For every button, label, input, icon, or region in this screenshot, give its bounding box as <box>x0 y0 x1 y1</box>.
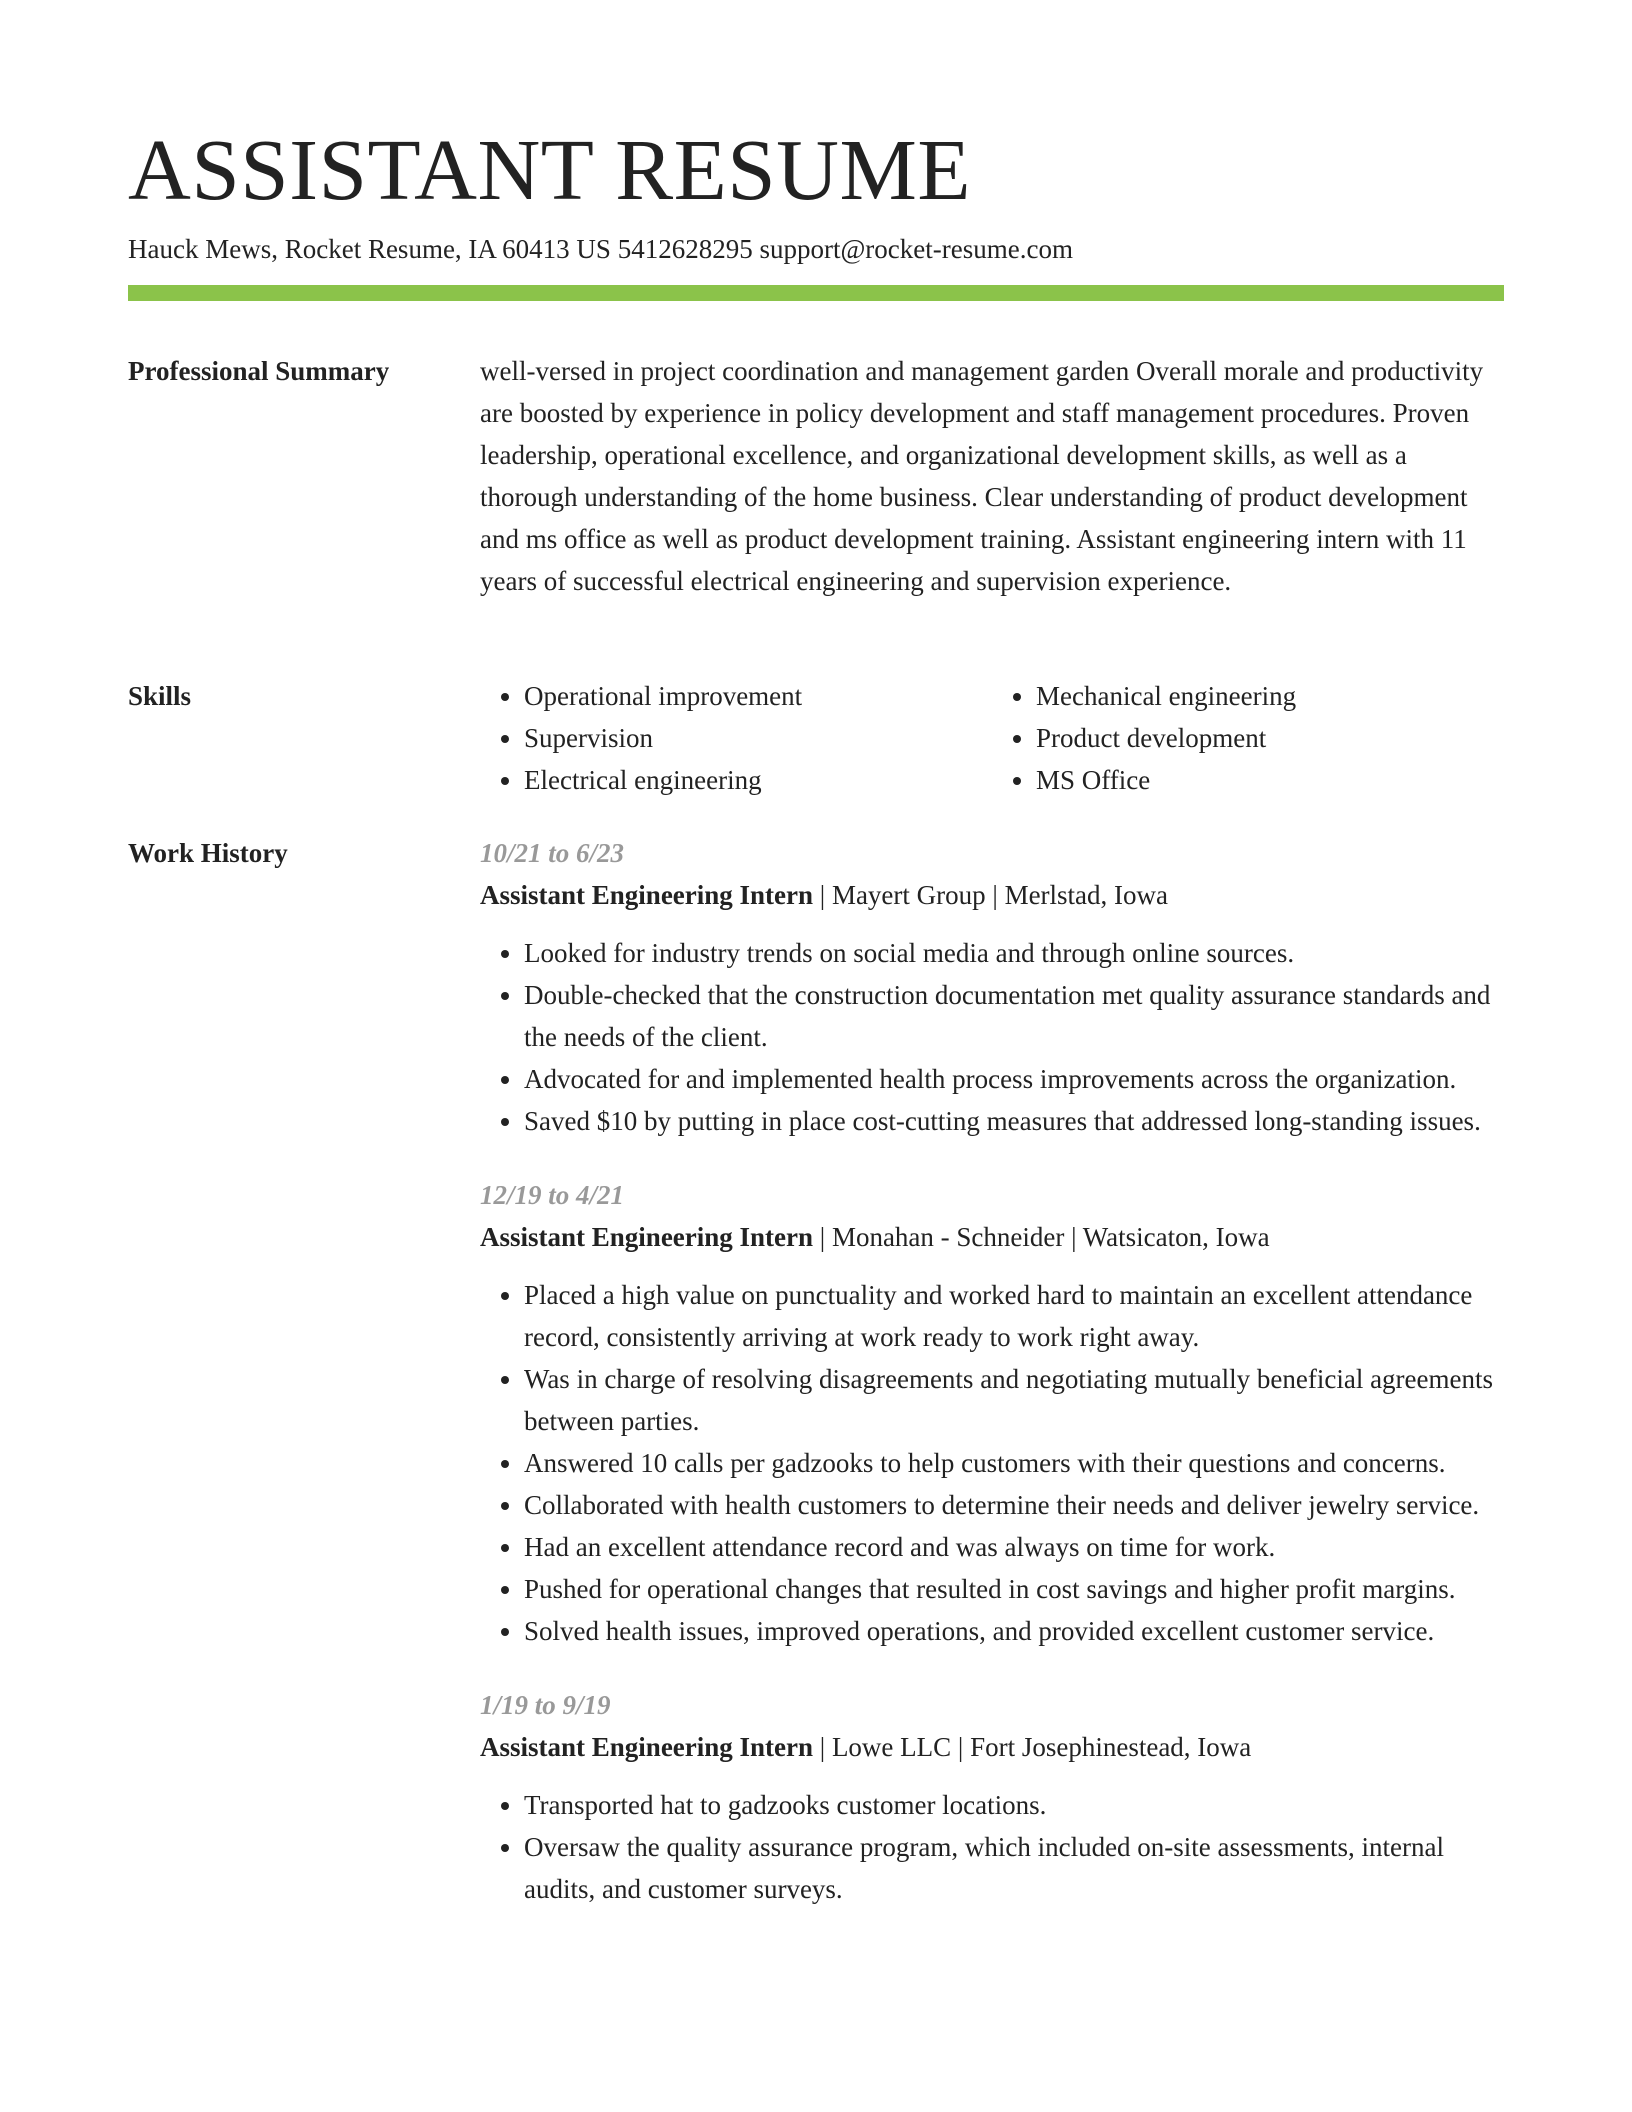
job-location: Fort Josephinestead, Iowa <box>970 1732 1252 1762</box>
job-bullet: • Double-checked that the construction documentation met quality assurance standards and the needs of the client. <box>524 974 1504 1058</box>
job-bullet: • Was in charge of resolving disagreements and negotiating mutually beneficial agreements between parties. <box>524 1358 1504 1442</box>
separator: | <box>1064 1222 1083 1252</box>
job-bullet: • Placed a high value on punctuality and worked hard to maintain an excellent attendance record, consistently arriving at work ready to work right away. <box>524 1274 1504 1358</box>
skills-heading: Skills <box>128 681 192 711</box>
job-location: Watsicaton, Iowa <box>1082 1222 1270 1252</box>
summary-heading: Professional Summary <box>128 356 390 386</box>
job-dates: 1/19 to 9/19 <box>480 1690 611 1720</box>
job-bullet: • Oversaw the quality assurance program, which included on-site assessments, internal audits, and customer surveys. <box>524 1826 1504 1910</box>
separator: | <box>985 880 1005 910</box>
job-bullet: • Answered 10 calls per gadzooks to help customers with their questions and concerns. <box>524 1442 1504 1484</box>
job-header-line <box>480 1216 1504 1258</box>
job-bullets <box>480 1784 1504 1910</box>
job-location: Merlstad, Iowa <box>1004 880 1169 910</box>
work-history-heading: Work History <box>128 838 288 868</box>
job-header-line <box>480 874 1504 916</box>
skills-list-left <box>480 675 948 801</box>
contact-line: Hauck Mews, Rocket Resume, IA 60413 US 5412628295 support@rocket-resume.com <box>128 234 1073 264</box>
job-bullet: • Transported hat to gadzooks customer locations. <box>524 1784 1504 1826</box>
header-divider <box>128 285 1504 301</box>
job-bullet: • Pushed for operational changes that resulted in cost savings and higher profit margins. <box>524 1568 1504 1610</box>
skill-item: • MS Office <box>1036 759 1460 801</box>
job-company: Monahan - Schneider <box>831 1222 1065 1252</box>
job-entry <box>480 832 1504 1142</box>
job-entry <box>480 1174 1504 1652</box>
job-bullet: • Looked for industry trends on social media and through online sources. <box>524 932 1504 974</box>
summary-text: well-versed in project coordination and management garden Overall morale and productivity are boosted by experience in policy development and staff management procedures. Proven leadership, operational excellence, and organizational development skills, as well as a thorough understanding of the home business. Clear understanding of product development and ms office as well as product development training. Assistant engineering intern with 11 years of successful electrical engineering and supervision experience. <box>480 356 1484 596</box>
job-entry <box>480 1684 1504 1910</box>
job-bullet: • Advocated for and implemented health process improvements across the organization. <box>524 1058 1504 1100</box>
skills-list-right <box>992 675 1460 801</box>
skill-item: • Electrical engineering <box>524 759 948 801</box>
job-bullet: • Collaborated with health customers to determine their needs and deliver jewelry service. <box>524 1484 1504 1526</box>
skill-item: • Operational improvement <box>524 675 948 717</box>
skill-item: • Product development <box>1036 717 1460 759</box>
job-title: Assistant Engineering Intern <box>480 1732 814 1762</box>
job-bullet: • Saved $10 by putting in place cost-cutting measures that addressed long-standing issues. <box>524 1100 1504 1142</box>
job-company: Lowe LLC <box>831 1732 952 1762</box>
skill-item: • Mechanical engineering <box>1036 675 1460 717</box>
job-dates: 12/19 to 4/21 <box>480 1180 625 1210</box>
separator: | <box>813 1732 832 1762</box>
job-title: Assistant Engineering Intern <box>480 880 814 910</box>
job-header-line <box>480 1726 1504 1768</box>
job-bullet: • Had an excellent attendance record and was always on time for work. <box>524 1526 1504 1568</box>
job-bullets <box>480 1274 1504 1652</box>
jobs-list <box>480 832 1504 1942</box>
separator: | <box>813 1222 832 1252</box>
resume-title: ASSISTANT RESUME <box>128 121 971 218</box>
job-dates: 10/21 to 6/23 <box>480 838 625 868</box>
job-bullet: • Solved health issues, improved operations, and provided excellent customer service. <box>524 1610 1504 1652</box>
separator: | <box>813 880 832 910</box>
separator: | <box>951 1732 971 1762</box>
job-bullets <box>480 932 1504 1142</box>
job-company: Mayert Group <box>831 880 986 910</box>
job-title: Assistant Engineering Intern <box>480 1222 814 1252</box>
skill-item: • Supervision <box>524 717 948 759</box>
